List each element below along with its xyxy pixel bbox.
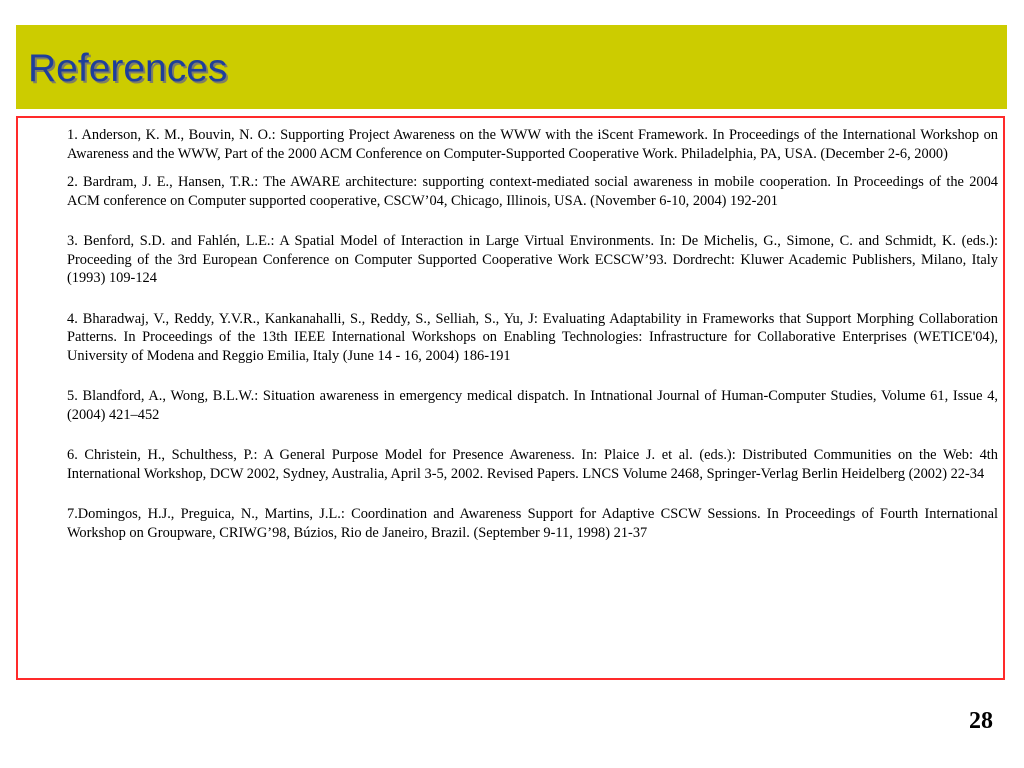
reference-item-1: 1. Anderson, K. M., Bouvin, N. O.: Supporting Project Awareness on the WWW with the iScent Framework. In Proceedings of the International Workshop on Awareness and the WWW, Part of the 2000 ACM Conference on Computer-Supported Cooperative Work. Philadelphia, PA, USA. (December 2-6, 2000) (67, 127, 998, 162)
references-box (16, 116, 1005, 680)
title-bar (16, 25, 1007, 109)
reference-item-2: 2. Bardram, J. E., Hansen, T.R.: The AWARE architecture: supporting context-mediated social awareness in mobile cooperation. In Proceedings of the 2004 ACM conference on Computer supported cooperative, CSCW’04, Chicago, Illinois, USA. (November 6-10, 2004) 192-201 (67, 174, 998, 209)
references-list (67, 126, 998, 542)
page-number: 28 (969, 708, 993, 734)
reference-item-5: 5. Blandford, A., Wong, B.L.W.: Situation awareness in emergency medical dispatch. In Intnational Journal of Human-Computer Studies, Volume 61, Issue 4, (2004) 421–452 (67, 388, 998, 423)
reference-item-6: 6. Christein, H., Schulthess, P.: A General Purpose Model for Presence Awareness. In: Plaice J. et al. (eds.): Distributed Communities on the Web: 4th International Workshop, DCW 2002, Sydney, Australia, April 3-5, 2002. Revised Papers. LNCS Volume 2468, Springer-Verlag Berlin Heidelberg (2002) 22-34 (67, 447, 998, 482)
slide-title: References (28, 47, 228, 90)
reference-item-3: 3. Benford, S.D. and Fahlén, L.E.: A Spatial Model of Interaction in Large Virtual Environments. In: De Michelis, G., Simone, C. and Schmidt, K. (eds.): Proceeding of the 3rd European Conference on Computer Supported Cooperative Work ECSCW’93. Dordrecht: Kluwer Academic Publishers, Milano, Italy (1993) 109-124 (67, 233, 998, 286)
reference-item-7: 7.Domingos, H.J., Preguica, N., Martins, J.L.: Coordination and Awareness Support for Adaptive CSCW Sessions. In Proceedings of Fourth International Workshop on Groupware, CRIWG’98, Búzios, Rio de Janeiro, Brazil. (September 9-11, 1998) 21-37 (67, 506, 998, 541)
reference-item-4: 4. Bharadwaj, V., Reddy, Y.V.R., Kankanahalli, S., Reddy, S., Selliah, S., Yu, J: Evaluating Adaptability in Frameworks that Support Morphing Collaboration Patterns. In Proceedings of the 13th IEEE International Workshops on Enabling Technologies: Infrastructure for Collaborative Enterprises (WETICE'04), University of Modena and Reggio Emilia, Italy (June 14 - 16, 2004) 186-191 (67, 310, 998, 364)
